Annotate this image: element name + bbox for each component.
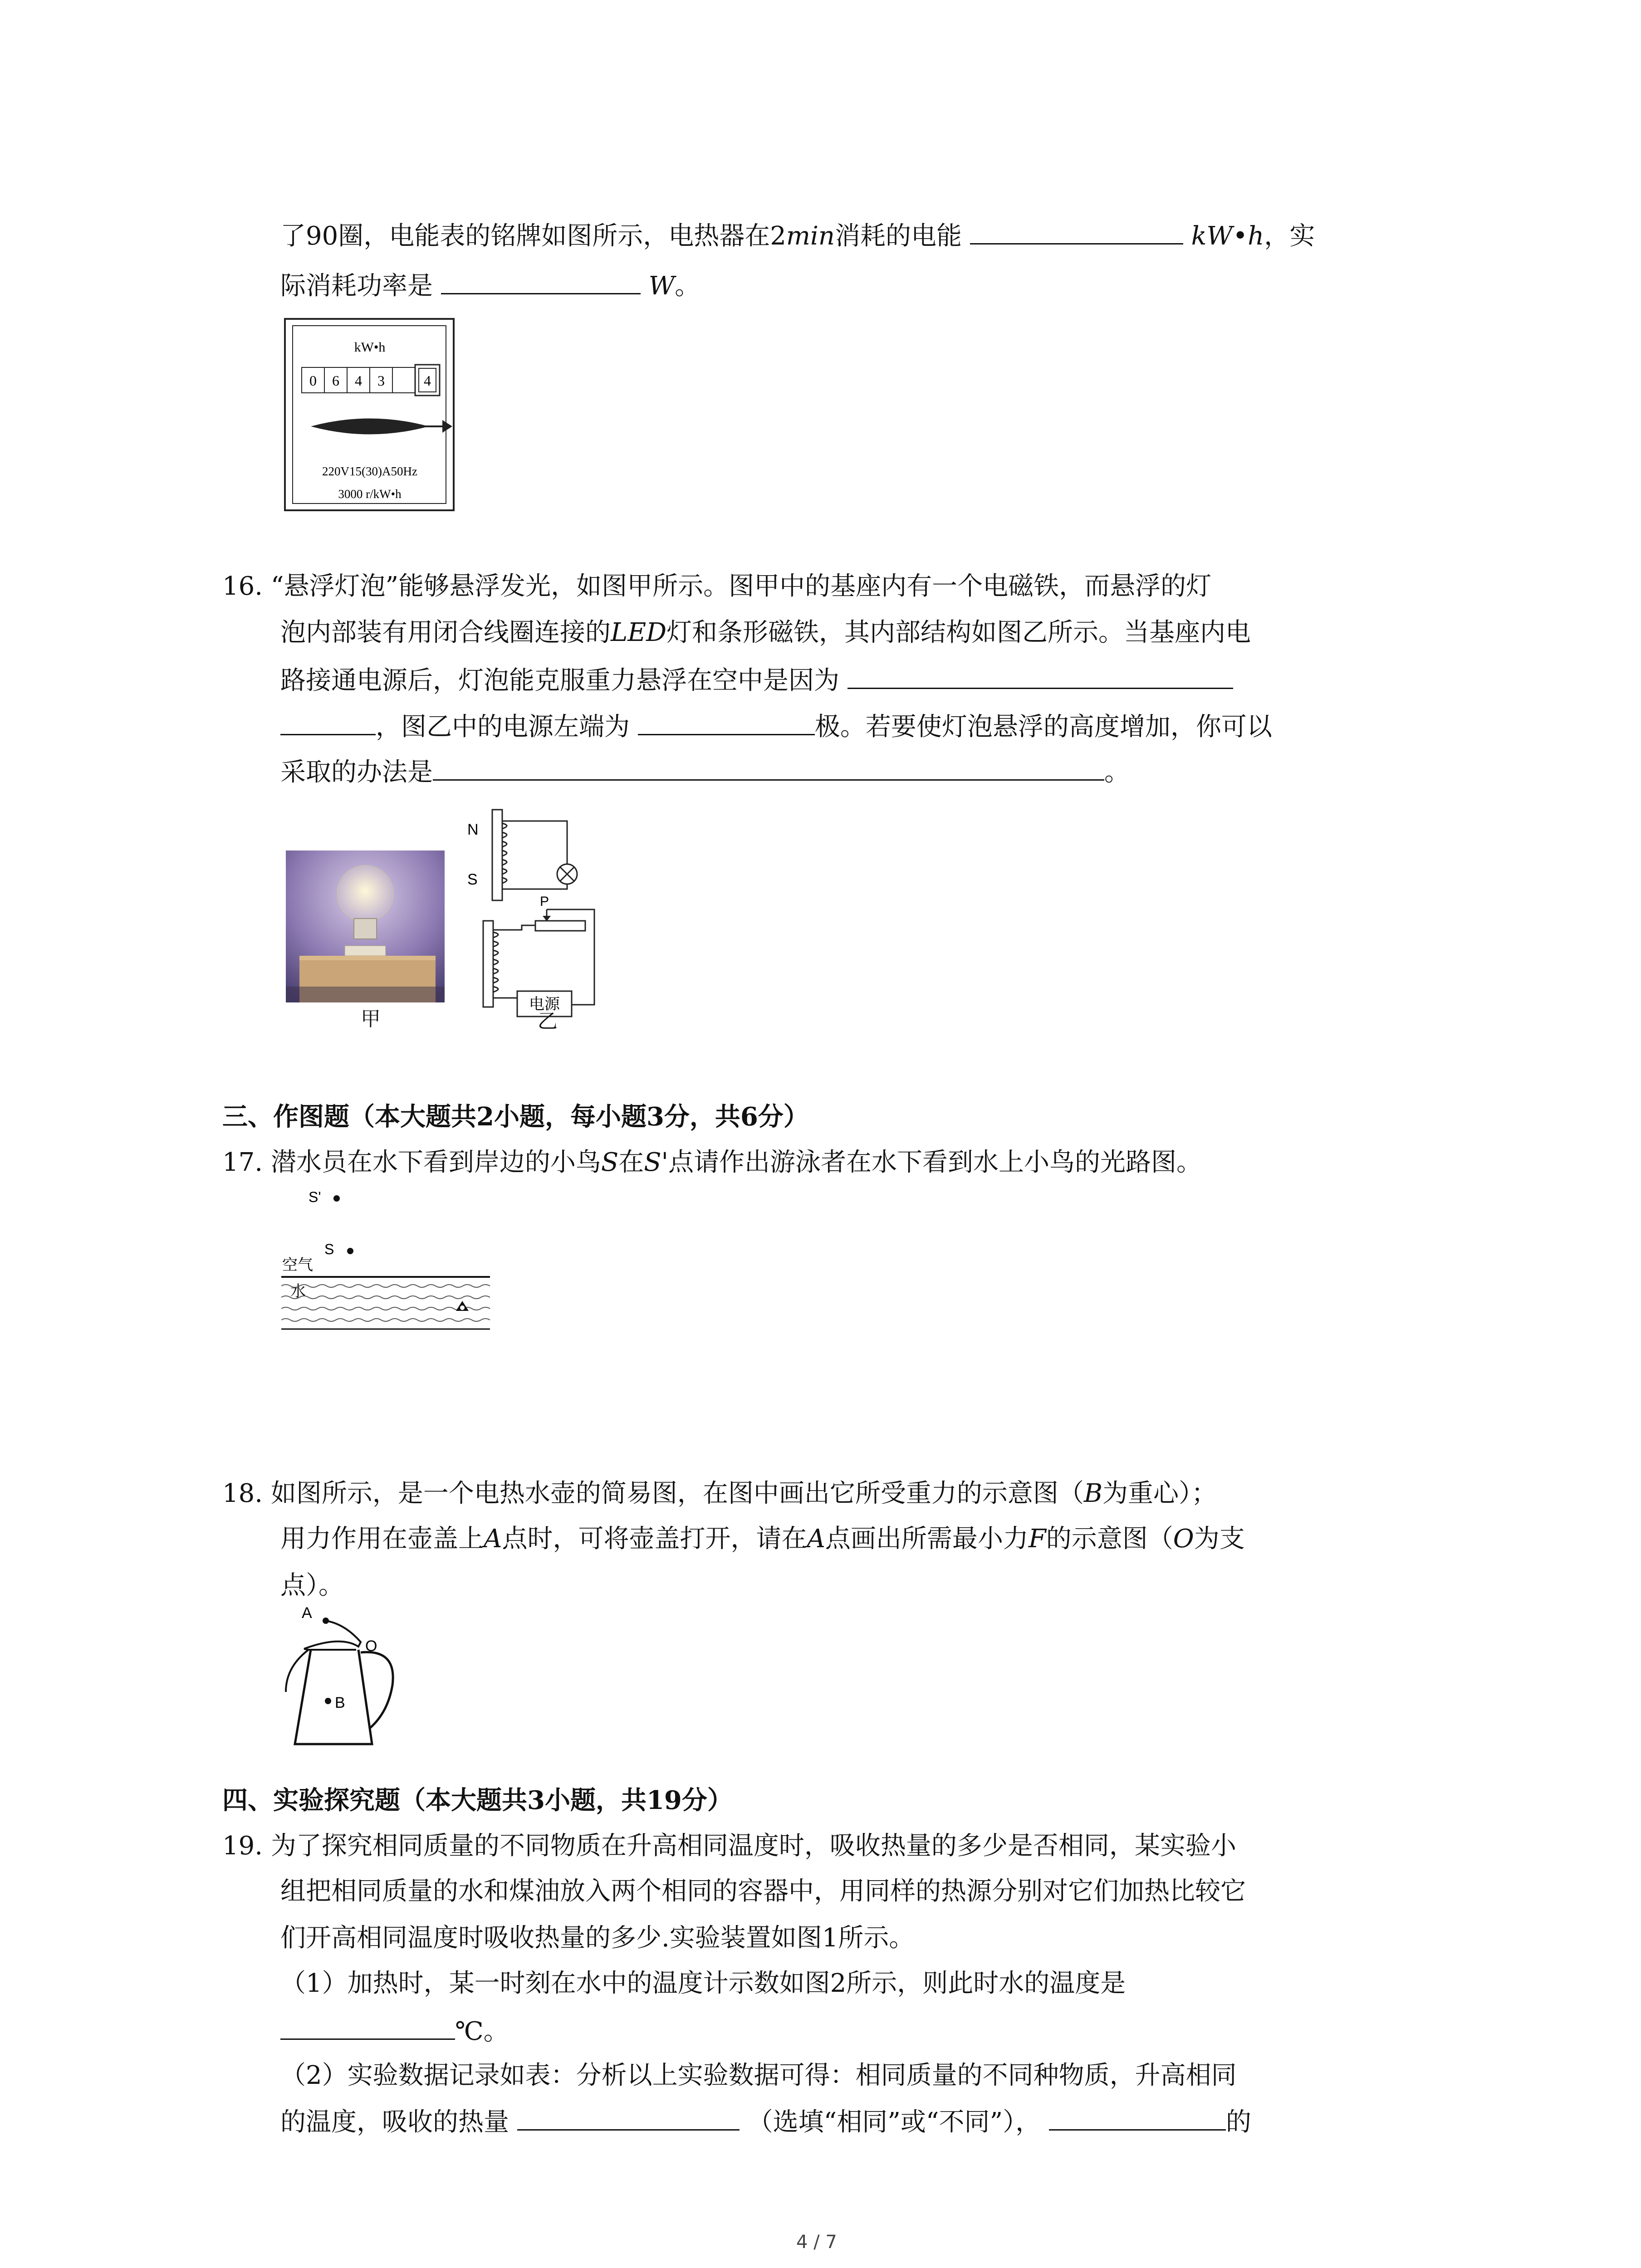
- q18-text-2g: 的示意图（: [1046, 1524, 1173, 1554]
- q16-text-4b: 极。若要使灯泡悬浮的高度增加，你可以: [814, 712, 1272, 742]
- q17-text-c: 点请作出游泳者在水下看到水上小鸟的光路图。: [668, 1148, 1202, 1177]
- q15-end: 。: [675, 271, 700, 301]
- q15-line2: [280, 272, 700, 299]
- q19-unit-c: ℃。: [455, 2017, 509, 2046]
- section-3-title: 三、作图题（本大题共2小题，每小题3分，共6分）: [222, 1102, 809, 1132]
- q18-line2: [280, 1526, 1245, 1552]
- q19-line3: 们开高相同温度时吸收热量的多少.实验装置如图1所示。: [280, 1923, 915, 1953]
- q18-a1: A: [484, 1524, 502, 1554]
- page-number: 4 / 7: [796, 2232, 837, 2253]
- q19-text-7b: （选填“相同”或“不同”），: [747, 2107, 1041, 2137]
- q18-text-1c: 为重心）；: [1102, 1479, 1217, 1508]
- q16-line1: 16. “悬浮灯泡”能够悬浮发光，如图甲所示。图甲中的基座内有一个电磁铁，而悬浮的灯: [222, 572, 1212, 601]
- bird-water-figure: [281, 1179, 499, 1343]
- q17-s: S: [601, 1148, 619, 1177]
- label-a: A: [302, 1604, 312, 1622]
- meter-rev: 3000 r/kW•h: [338, 487, 402, 501]
- q18-text-2c: 点时，可将壶盖打开，请在: [502, 1524, 807, 1554]
- label-s-prime: S': [309, 1189, 321, 1205]
- meter-digit: 3: [377, 372, 385, 389]
- q16-led: LED: [611, 618, 666, 647]
- meter-unit: kW•h: [354, 340, 386, 355]
- q19-line5: [280, 2018, 509, 2044]
- meter-digit: 4: [355, 372, 362, 389]
- meter-digit: 0: [309, 372, 317, 389]
- q19-line2: 组把相同质量的水和煤油放入两个相同的容器中，用同样的热源分别对它们加热比较它: [280, 1877, 1246, 1906]
- kettle-body: [295, 1650, 372, 1744]
- levitating-bulb-photo: [286, 850, 445, 1002]
- q15-blank-power[interactable]: [441, 272, 641, 294]
- q18-text-2e: 点画出所需最小力: [825, 1524, 1029, 1554]
- meter-digits: [302, 365, 440, 396]
- q16-blank-reason[interactable]: [847, 667, 1233, 689]
- q16-blank-method[interactable]: [433, 758, 1104, 781]
- label-o: O: [365, 1637, 377, 1655]
- label-s: S: [467, 871, 478, 888]
- rheostat-icon: [535, 921, 585, 931]
- q18-f: F: [1028, 1524, 1046, 1554]
- meter-disc-arrow: [311, 419, 452, 435]
- label-water: 水: [290, 1282, 306, 1300]
- kettle-handle: [361, 1652, 393, 1728]
- q18-a2: A: [807, 1524, 825, 1554]
- power-label: 电源: [529, 995, 560, 1013]
- q19-line4: （1）加热时，某一时刻在水中的温度计示数如图2所示，则此时水的温度是: [280, 1969, 1126, 1998]
- q16-end: 。: [1104, 758, 1130, 787]
- bulb-icon: [337, 865, 393, 922]
- q15-text-c: ，实: [1264, 221, 1315, 251]
- fig-label-jia: 甲: [361, 1007, 381, 1031]
- q16-blank-pole[interactable]: [638, 713, 815, 735]
- q15-unit-kwh: kW•h: [1191, 221, 1264, 251]
- q15-line1: [280, 222, 1315, 249]
- q18-line3: 点）。: [280, 1571, 344, 1600]
- q16-line2: [280, 620, 1251, 645]
- q18-text-2i: 为支: [1194, 1524, 1245, 1554]
- label-p: P: [540, 894, 549, 909]
- q19-blank-heat[interactable]: [517, 2108, 740, 2131]
- section-4-title: 四、实验探究题（本大题共3小题，共19分）: [222, 1785, 733, 1815]
- q16-line3: [280, 667, 1233, 694]
- q17-text-b: 在: [618, 1148, 644, 1177]
- q19-line6: （2）实验数据记录如表：分析以上实验数据可得：相同质量的不同种物质，升高相同: [280, 2061, 1237, 2090]
- q19-blank-substance[interactable]: [1049, 2108, 1226, 2131]
- q15-unit-w: W: [648, 271, 675, 301]
- q18-line1: [222, 1481, 1217, 1506]
- electric-meter-figure: [284, 318, 456, 513]
- q18-o: O: [1173, 1524, 1194, 1554]
- q16-text-2a: 泡内部装有用闭合线圈连接的: [280, 618, 611, 647]
- point-s-prime: [333, 1195, 340, 1202]
- diver-eye-icon: [456, 1301, 469, 1311]
- q18-text-2a: 用力作用在壶盖上: [280, 1524, 484, 1554]
- q17-s2: S': [644, 1148, 668, 1177]
- electromagnet-circuit-figure: [463, 805, 608, 1023]
- q18-text-1a: 18. 如图所示，是一个电热水壶的简易图，在图中画出它所受重力的示意图（: [222, 1479, 1084, 1508]
- q19-text-7c: 的: [1225, 2107, 1251, 2137]
- fig-label-yi: 乙: [538, 1010, 558, 1033]
- q19-text-7a: 的温度，吸收的热量: [280, 2107, 509, 2137]
- q15-blank-energy[interactable]: [970, 222, 1183, 244]
- q19-line1: 19. 为了探究相同质量的不同物质在升高相同温度时，吸收热量的多少是否相同，某实验小: [222, 1831, 1236, 1861]
- q16-text-5a: 采取的办法是: [280, 758, 433, 787]
- water-hatching: [281, 1285, 490, 1321]
- point-b: [325, 1698, 331, 1704]
- q19-blank-temperature[interactable]: [280, 2018, 455, 2040]
- lamp-icon: [557, 864, 577, 884]
- q17-text-a: 17. 潜水员在水下看到岸边的小鸟: [222, 1148, 601, 1177]
- label-air: 空气: [282, 1256, 313, 1274]
- label-n: N: [467, 821, 479, 838]
- q15-text: 了90圈，电能表的铭牌如图所示，电热器在2: [280, 221, 786, 251]
- label-s: S: [324, 1241, 334, 1257]
- q17-line1: [222, 1150, 1202, 1175]
- q18-b: B: [1083, 1479, 1103, 1508]
- meter-digit: 6: [332, 372, 339, 389]
- q16-blank-reason-cont[interactable]: [280, 713, 376, 735]
- point-s: [347, 1248, 353, 1254]
- q16-line4: [280, 713, 1272, 740]
- meter-spec: 220V15(30)A50Hz: [322, 464, 417, 478]
- q16-text-4a: ，图乙中的电源左端为: [376, 712, 630, 742]
- q16-line5: [280, 758, 1130, 785]
- q16-text-3: 路接通电源后，灯泡能克服重力悬浮在空中是因为: [280, 666, 839, 695]
- q15-text-2a: 际消耗功率是: [280, 271, 433, 301]
- meter-digit: 4: [424, 372, 431, 389]
- q15-min: min: [786, 221, 835, 251]
- q19-line7: [280, 2108, 1251, 2135]
- q15-text-b: 消耗的电能: [834, 221, 962, 251]
- label-b: B: [335, 1694, 345, 1711]
- q16-text-2b: 灯和条形磁铁，其内部结构如图乙所示。当基座内电: [666, 618, 1251, 647]
- kettle-lid: [304, 1621, 361, 1649]
- kettle-figure: [277, 1599, 404, 1753]
